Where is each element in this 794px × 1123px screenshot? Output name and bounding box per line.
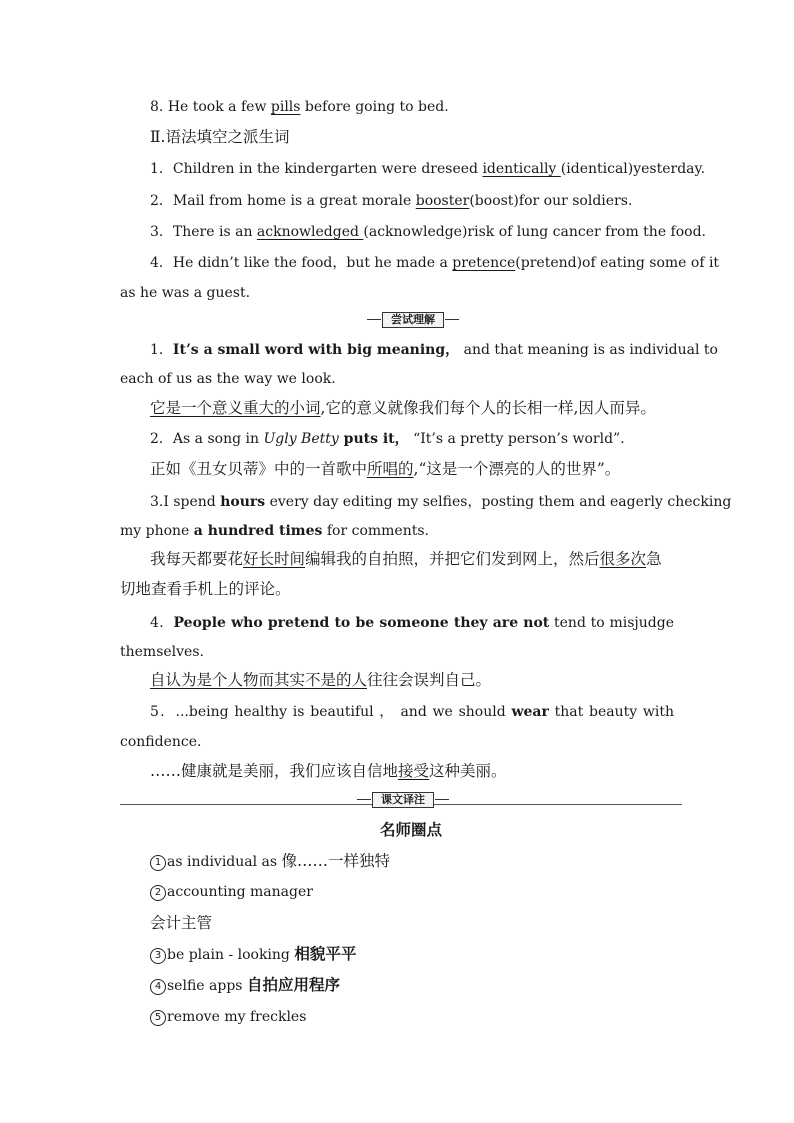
translation-highlight: 接受: [398, 762, 430, 780]
try-sentence-4-cont: themselves.: [120, 644, 204, 660]
note-english: selfie apps: [167, 978, 247, 994]
sentence-text: (pretend)of eating some of it: [515, 255, 720, 271]
sentence-text: that beauty with: [548, 704, 674, 720]
note-english: remove my freckles: [167, 1009, 307, 1025]
answer-text: pretence: [452, 255, 516, 271]
sentence-text: tend to misjudge: [549, 615, 674, 631]
translation-text: 这种美丽。: [429, 762, 507, 780]
key-phrase: It’s a small word with big meaning，: [172, 342, 460, 358]
translation-text: 我每天都要花: [150, 550, 244, 568]
sentence-text: “It’s a pretty person’s world”.: [408, 431, 625, 447]
try-sentence-3: [120, 492, 732, 512]
section-badge-try: 尝试理解: [382, 312, 444, 328]
key-phrase: wear: [511, 704, 549, 720]
key-phrase: a hundred times: [193, 523, 323, 539]
try-translation-3-cont: 切地查看手机上的评论。: [120, 580, 291, 598]
sentence-text: Children in the kindergarten were dreseed: [172, 161, 483, 177]
section-title: Ⅱ.语法填空之派生词: [150, 128, 290, 146]
sentence-text: There is an: [172, 224, 257, 240]
note-item-5: [150, 1007, 306, 1027]
note-item-1: [150, 851, 390, 872]
try-translation-5: [150, 761, 507, 781]
sentence-text: (identical)yesterday.: [560, 161, 706, 177]
song-title: Ugly Betty: [263, 431, 339, 447]
answer-text: booster: [415, 193, 470, 209]
note-chinese: 自拍应用程序: [246, 975, 340, 994]
circled-number: 3: [150, 948, 166, 964]
try-sentence-5-cont: confidence.: [120, 734, 202, 750]
answer-text: identically: [482, 161, 561, 177]
grammar-item-4: [150, 253, 719, 273]
grammar-item-4-cont: as he was a guest.: [120, 285, 251, 301]
try-translation-2: [150, 459, 620, 479]
notes-title: 名师圈点: [380, 820, 443, 839]
sentence-text: (boost)for our soldiers.: [469, 193, 633, 209]
translation-highlight: 好长时间: [243, 550, 306, 568]
sentence-text: He didn’t like the food，but he made a: [172, 255, 453, 271]
translation-text: 往往会误判自己。: [367, 671, 492, 689]
sentence-text: my phone: [120, 523, 194, 539]
try-translation-1: [150, 398, 656, 418]
try-sentence-4: [150, 613, 674, 633]
translation-highlight: 自认为是个人物而其实不是的人: [150, 671, 368, 689]
translation-highlight: 所唱的: [367, 460, 414, 478]
answer-text: acknowledged: [256, 224, 364, 240]
try-translation-4: [150, 670, 491, 690]
sentence-text: before going to bed.: [300, 99, 449, 115]
note-english: accounting manager: [167, 884, 313, 900]
grammar-item-2: [150, 191, 632, 211]
item-number: 4．: [150, 615, 174, 631]
vocab-item-8: [150, 97, 449, 117]
key-phrase: hours: [220, 494, 266, 510]
note-chinese: 像……一样独特: [281, 852, 391, 870]
sentence-text: ...being healthy is beautiful ， and we should: [175, 704, 512, 720]
circled-number: 5: [150, 1010, 166, 1026]
translation-text: ,“这是一个漂亮的人的世界”。: [413, 460, 621, 478]
sentence-text: As a song in: [172, 431, 264, 447]
note-item-4: [150, 975, 340, 996]
item-number: 8.: [150, 99, 164, 115]
sentence-text: (acknowledge)risk of lung cancer from the food.: [363, 224, 707, 240]
item-number: 2．: [150, 431, 173, 447]
try-sentence-3-cont: [120, 521, 429, 541]
circled-number: 1: [150, 855, 166, 871]
item-number: 1．: [150, 161, 173, 177]
note-item-3: [150, 944, 356, 965]
note-item-2: [150, 882, 313, 902]
key-phrase: puts it，: [338, 431, 409, 447]
item-number: 4．: [150, 255, 173, 271]
sentence-text: I spend: [163, 494, 221, 510]
item-number: 2．: [150, 193, 173, 209]
item-number: 3．: [150, 224, 173, 240]
item-number: 5．: [150, 704, 176, 720]
try-sentence-2: [150, 429, 625, 449]
translation-text: 正如《丑女贝蒂》中的一首歌中: [150, 460, 368, 478]
sentence-text: for comments.: [322, 523, 429, 539]
translation-text: ……健康就是美丽，我们应该自信地: [150, 762, 399, 780]
note-chinese: 相貌平平: [294, 944, 357, 963]
translation-text: 编辑我的自拍照，并把它们发到网上，然后: [305, 550, 600, 568]
translation-highlight: 很多次: [599, 550, 647, 568]
sentence-text: every day editing my selfies，posting them and eagerly checking: [265, 494, 732, 510]
circled-number: 2: [150, 885, 166, 901]
note-english: as individual as: [167, 854, 282, 870]
sentence-text: He took a few: [167, 99, 271, 115]
section-badge-notes: 课文译注: [372, 792, 434, 808]
grammar-item-3: [150, 222, 706, 242]
try-sentence-1-cont: each of us as the way we look.: [120, 371, 336, 387]
circled-number: 4: [150, 979, 166, 995]
answer-text: pills: [270, 99, 301, 115]
note-item-2-translation: 会计主管: [150, 914, 213, 932]
note-english: be plain - looking: [167, 947, 295, 963]
try-sentence-5: [150, 702, 674, 722]
translation-highlight: 它是一个意义重大的小词: [150, 399, 321, 417]
key-phrase: People who pretend to be someone they are not: [173, 615, 550, 631]
try-translation-3: [150, 549, 662, 569]
sentence-text: Mail from home is a great morale: [172, 193, 416, 209]
item-number: 3.: [150, 494, 164, 510]
translation-text: 急: [646, 550, 662, 568]
item-number: 1．: [150, 342, 173, 358]
translation-text: ,它的意义就像我们每个人的长相一样,因人而异。: [320, 399, 656, 417]
try-sentence-1: [150, 340, 718, 360]
sentence-text: and that meaning is as individual to: [463, 342, 718, 358]
grammar-item-1: [150, 159, 705, 179]
